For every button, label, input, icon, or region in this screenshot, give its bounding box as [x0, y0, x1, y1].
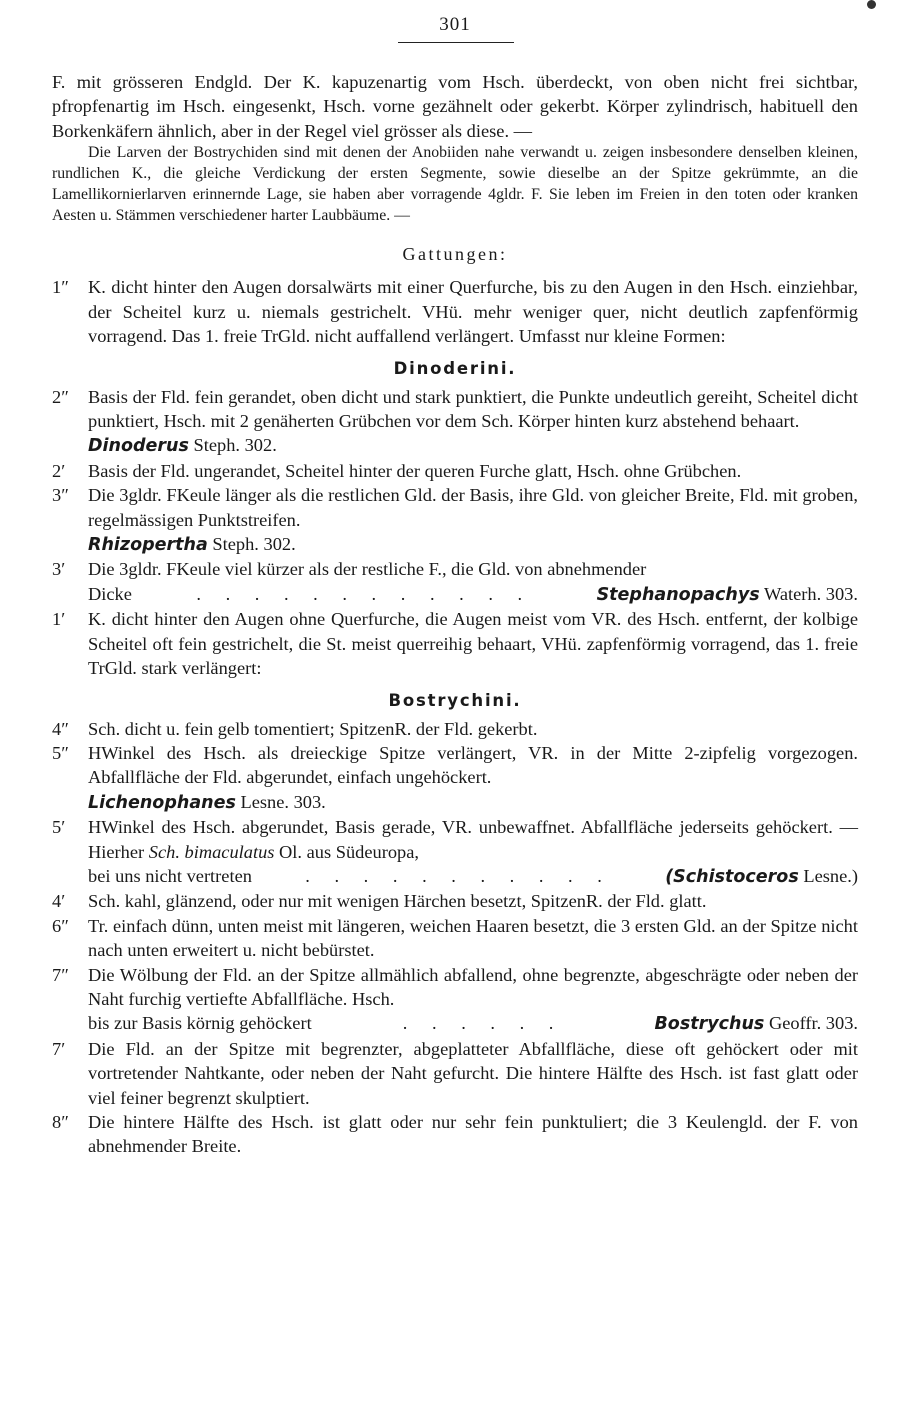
entry-number: 6″ [52, 915, 69, 936]
key-entry-1b [52, 607, 858, 680]
genus-group [597, 582, 858, 607]
entry-body [88, 963, 858, 1037]
entry-number: 7″ [52, 964, 69, 985]
genus-name: Rhizopertha [88, 535, 208, 556]
genus-name: Bostrychus [654, 1014, 765, 1035]
entry-body [88, 741, 858, 815]
genus-reference: Lesne. 303. [235, 791, 326, 812]
genus-group [665, 864, 858, 889]
key-entry-3a [52, 483, 858, 557]
leader-dots: . . . . . . . . . . . [305, 865, 612, 886]
genus-name: (Schistoceros [665, 866, 799, 887]
key-entry-1a [52, 275, 858, 348]
heading-gattungen: Gattungen: [402, 244, 508, 265]
entry-number: 2″ [52, 386, 69, 407]
entry-last-line [88, 1011, 858, 1036]
entry-number: 3″ [52, 485, 69, 506]
genus-line [88, 532, 858, 557]
genus-reference: Waterh. 303. [759, 583, 858, 604]
intro-paragraph: F. mit grösseren Endgld. Der K. kapuzenartig vom Hsch. überdeckt, von oben nicht frei sichtbar, pfropfenartig im Hsch. eingesenkt, Hsch. vorne gezähnelt oder gekerbt. Körper zylindrisch, habituell den Borkenkäfern ähnlich, aber in der Regel viel grösser als diese. — [52, 72, 858, 141]
page-content [52, 70, 858, 1159]
entry-number: 5′ [52, 817, 66, 838]
entry-text: HWinkel des Hsch. als dreieckige Spitze verlängert, VR. in der Mitte 2-zipfelig vorgezogen. Abfallfläche der Fld. abgerundet, einfach ungehöckert. [88, 742, 858, 788]
entry-last-start: bei uns nicht vertreten [88, 865, 252, 886]
larvae-paragraph [52, 143, 858, 226]
key-entry-8a [52, 1110, 858, 1159]
key-entry-3b [52, 557, 858, 607]
entry-body [88, 815, 858, 889]
genus-name: Stephanopachys [596, 584, 760, 605]
species-name: Sch. bimaculatus [148, 841, 275, 862]
leader-dots: . . . . . . . . . . . . [196, 583, 533, 604]
genus-line [88, 790, 858, 815]
entry-text: Die Fld. an der Spitze mit begrenzter, abgeplatteter Abfallfläche, diese oft gehöckert oder mit vortretender Nahtkante, oder neben der Naht gefurcht. Die hintere Hälfte des Hsch. ist fast glatt oder viel feiner begrenzt skulptiert. [88, 1038, 858, 1108]
entry-text-part: HWinkel des Hsch. abgerundet, Basis gerade, VR. unbewaffnet. Abfallfläche jederseits gehöckert. — Hierher [88, 817, 858, 862]
entry-number: 3′ [52, 559, 66, 580]
entry-text-part: Ol. aus Südeuropa, [274, 841, 419, 862]
entry-text: K. dicht hinter den Augen ohne Querfurche, die Augen meist vom VR. des Hsch. entfernt, der kolbige Scheitel oft fein gestrichelt, die St. meist querreihig behaart, VHü. zapfenförmig vorragend, das 1. freie TrGld. stark verlängert: [88, 609, 858, 679]
genus-name: Lichenophanes [88, 792, 236, 813]
heading-bostrychini: Bostrychini. [388, 690, 522, 710]
entry-last-line [88, 582, 858, 607]
key-entry-4a [52, 717, 858, 741]
entry-text: Die 3gldr. FKeule viel kürzer als der restliche F., die Gld. von abnehmender [88, 559, 647, 580]
entry-number: 5″ [52, 742, 69, 763]
key-entry-2a [52, 385, 858, 459]
key-entry-5a [52, 741, 858, 815]
genus-reference: Steph. 302. [207, 534, 296, 555]
key-entry-4b [52, 889, 858, 913]
entry-text: Basis der Fld. ungerandet, Scheitel hinter der queren Furche glatt, Hsch. ohne Grübchen. [88, 460, 742, 481]
entry-number: 2′ [52, 460, 66, 481]
entry-text: Die 3gldr. FKeule länger als die restlichen Gld. der Basis, ihre Gld. von gleicher Breite, Fld. mit groben, regelmässigen Punktstreifen. [88, 485, 858, 530]
entry-last-start: bis zur Basis körnig gehöckert [88, 1013, 312, 1034]
key-entry-6a [52, 914, 858, 963]
genus-group [654, 1011, 858, 1036]
genus-name: Dinoderus [88, 436, 189, 457]
entry-last-line [88, 864, 858, 889]
entry-text [88, 815, 858, 864]
entry-last-start: Dicke [88, 583, 132, 604]
key-entry-7b [52, 1037, 858, 1110]
entry-body [88, 483, 858, 557]
larvae-text: Die Larven der Bostrychiden sind mit denen der Anobiiden nahe verwandt u. zeigen insbesondere denselben kleinen, rundlichen K., die gleiche Verdickung der ersten Segmente, sowie dieselbe an der Spitze gekrümmte, an die Lamellikornierlarven erinnernde Lage, sie haben aber vorragende 4gldr. F. Sie leben im Freien in den toten oder kranken Aesten u. Stämmen verschiedener harter Laubbäume. — [52, 144, 858, 224]
entry-text: Die hintere Hälfte des Hsch. ist glatt oder nur sehr fein punktuliert; die 3 Keulengld. der F. von abnehmender Breite. [88, 1112, 858, 1157]
entry-body [88, 385, 858, 459]
genus-reference: Steph. 302. [188, 435, 277, 456]
entry-body [88, 557, 858, 607]
key-entry-2b [52, 459, 858, 483]
entry-number: 4″ [52, 718, 69, 739]
ink-dot [867, 0, 876, 9]
page-number: 301 [439, 14, 471, 35]
key-entry-7a [52, 963, 858, 1037]
leader-dots: . . . . . . [402, 1013, 564, 1034]
entry-text: Die Wölbung der Fld. an der Spitze allmählich abfallend, ohne begrenzte, abgeschrägte oder neben der Naht furchig vertiefte Abfallfläche. Hsch. [88, 964, 858, 1009]
heading-dinoderini: Dinoderini. [393, 358, 517, 378]
entry-text: K. dicht hinter den Augen dorsalwärts mit einer Querfurche, bis zu den Augen in den Hsch. einziehbar, der Scheitel kurz u. niemals gestrichelt. VHü. mehr weniger quer, nicht deutlich zapfenförmig vorragend. Das 1. freie TrGld. nicht auffallend verlängert. Umfasst nur kleine Formen: [88, 277, 858, 347]
genus-reference: Geoffr. 303. [764, 1013, 858, 1034]
entry-number: 1″ [52, 277, 69, 298]
genus-reference: Lesne.) [798, 865, 858, 886]
entry-text: Sch. kahl, glänzend, oder nur mit wenigen Härchen besetzt, SpitzenR. der Fld. glatt. [88, 891, 707, 912]
key-entry-5b [52, 815, 858, 889]
entry-number: 4′ [52, 891, 66, 912]
entry-number: 1′ [52, 609, 66, 630]
genus-line [88, 433, 858, 458]
entry-number: 7′ [52, 1038, 66, 1059]
page-number-rule [398, 42, 514, 43]
entry-text: Tr. einfach dünn, unten meist mit längeren, weichen Haaren besetzt, die 3 ersten Gld. an der Spitze nicht nach unten erweitert u. nicht bebürstet. [88, 915, 858, 961]
entry-text: Sch. dicht u. fein gelb tomentiert; SpitzenR. der Fld. gekerbt. [88, 718, 538, 739]
entry-text: Basis der Fld. fein gerandet, oben dicht und stark punktiert, die Punkte undeutlich gereiht, Scheitel dicht punktiert, Hsch. mit 2 genäherten Grübchen vor dem Sch. Körper hinten kurz abstehend behaart. [88, 386, 858, 432]
entry-number: 8″ [52, 1112, 69, 1132]
